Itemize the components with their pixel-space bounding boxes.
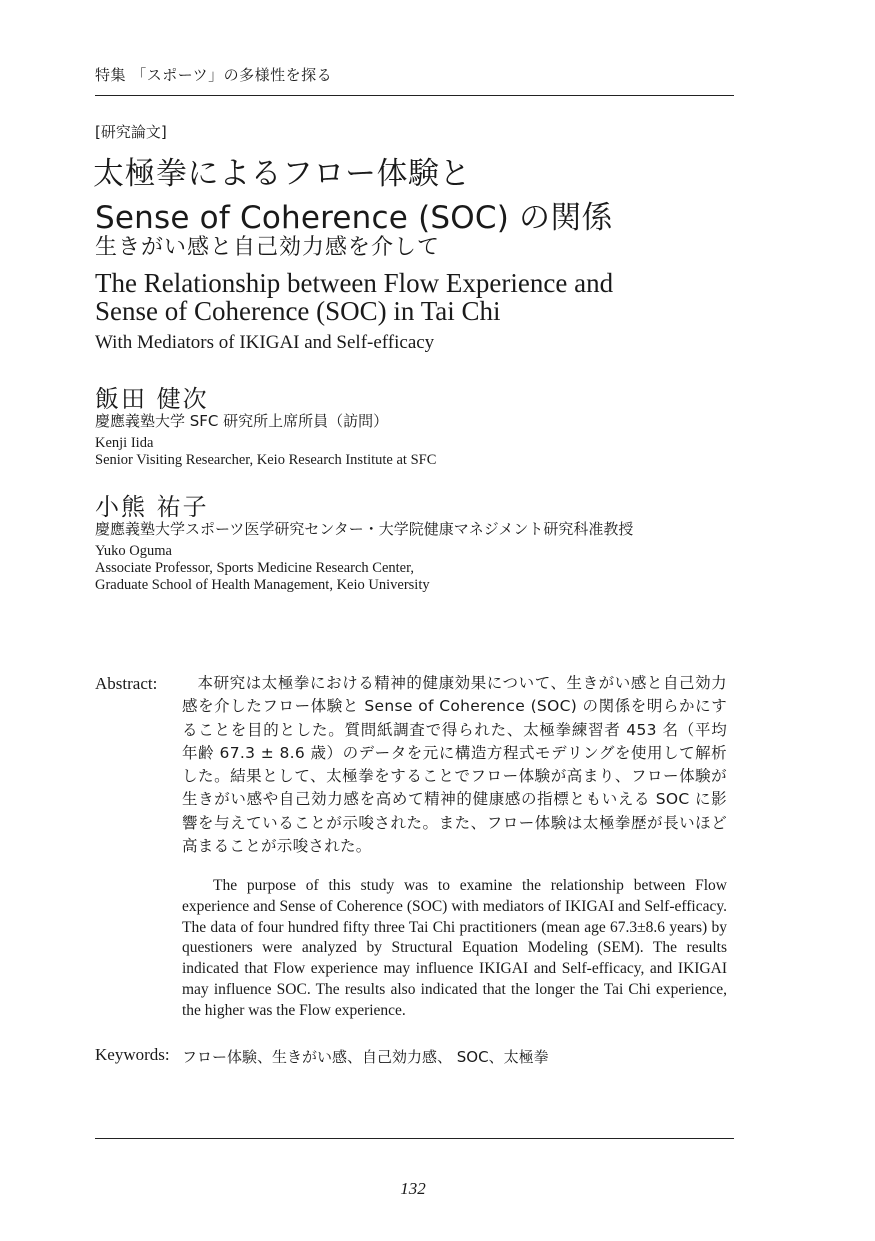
footer-rule — [95, 1138, 734, 1139]
title-japanese-line-2: Sense of Coherence (SOC) の関係 — [95, 200, 613, 236]
header-rule — [95, 95, 734, 96]
abstract-japanese: 本研究は太極拳における精神的健康効果について、生きがい感と自己効力感を介したフロー体験と Sense of Coherence (SOC) の関係を明らかにすることを目的とした。質問紙調査で得られた、太極拳練習者 453 名（平均年齢 67.3 ± 8.6 歳）のデータを元に構造方程式モデリングを使用して解析した。結果として、太極拳をすることでフロー体験が高まり、フロー体験が生きがい感や自己効力感を高めて精神的健康感の指標ともいえる SOC に影響を与えていることが示唆された。また、フロー体験は太極拳歴が長いほど高まることが示唆された。 — [182, 674, 727, 856]
title-english-line-2: Sense of Coherence (SOC) in Tai Chi — [95, 296, 501, 326]
author-1-name-japanese: 飯田 健次 — [95, 385, 209, 413]
author-2-affiliation-japanese: 慶應義塾大学スポーツ医学研究センター・大学院健康マネジメント研究科准教授 — [95, 520, 634, 538]
keywords-label: Keywords: — [95, 1045, 170, 1064]
author-2-name-japanese: 小熊 祐子 — [95, 493, 209, 521]
author-2-name-english: Yuko Oguma — [95, 543, 172, 559]
author-2-affiliation-english-line-1: Associate Professor, Sports Medicine Research Center, — [95, 560, 414, 576]
running-head: 特集 「スポーツ」の多様性を探る — [95, 66, 333, 84]
title-english-line-1: The Relationship between Flow Experience and — [95, 268, 614, 298]
author-1-affiliation-english-line-1: Senior Visiting Researcher, Keio Research Institute at SFC — [95, 452, 437, 468]
author-2-affiliation-english-line-2: Graduate School of Health Management, Keio University — [95, 577, 430, 593]
keywords-list: フロー体験、生きがい感、自己効力感、 SOC、太極拳 — [182, 1048, 549, 1066]
subtitle-english: With Mediators of IKIGAI and Self-efficacy — [95, 332, 435, 353]
author-2-english-block — [95, 543, 430, 594]
abstract-label: Abstract: — [95, 674, 158, 693]
subtitle-japanese: 生きがい感と自己効力感を介して — [95, 235, 441, 260]
author-1-affiliation-japanese: 慶應義塾大学 SFC 研究所上席所員（訪問） — [95, 412, 389, 430]
author-1-english-block — [95, 435, 436, 469]
title-japanese-line-1: 太極拳によるフロー体験と — [93, 156, 471, 192]
article-type-tag: [研究論文] — [95, 123, 167, 141]
author-1-name-english: Kenji Iida — [95, 435, 154, 451]
abstract-english: The purpose of this study was to examine the relationship between Flow experience and Sense of Coherence (SOC) with mediators of IKIGAI and Self-efficacy. The data of four hundred fifty three Tai Chi practitioners (mean age 67.3±8.6 years) by questioners were analyzed by Structural Equation Modeling (SEM). The results indicated that Flow experience may influence IKIGAI and Self-efficacy, and IKIGAI may influence SOC. The results also indicated that the longer the Tai Chi experience, the higher was the Flow experience. — [182, 877, 727, 1019]
page-number: 132 — [400, 1179, 426, 1198]
